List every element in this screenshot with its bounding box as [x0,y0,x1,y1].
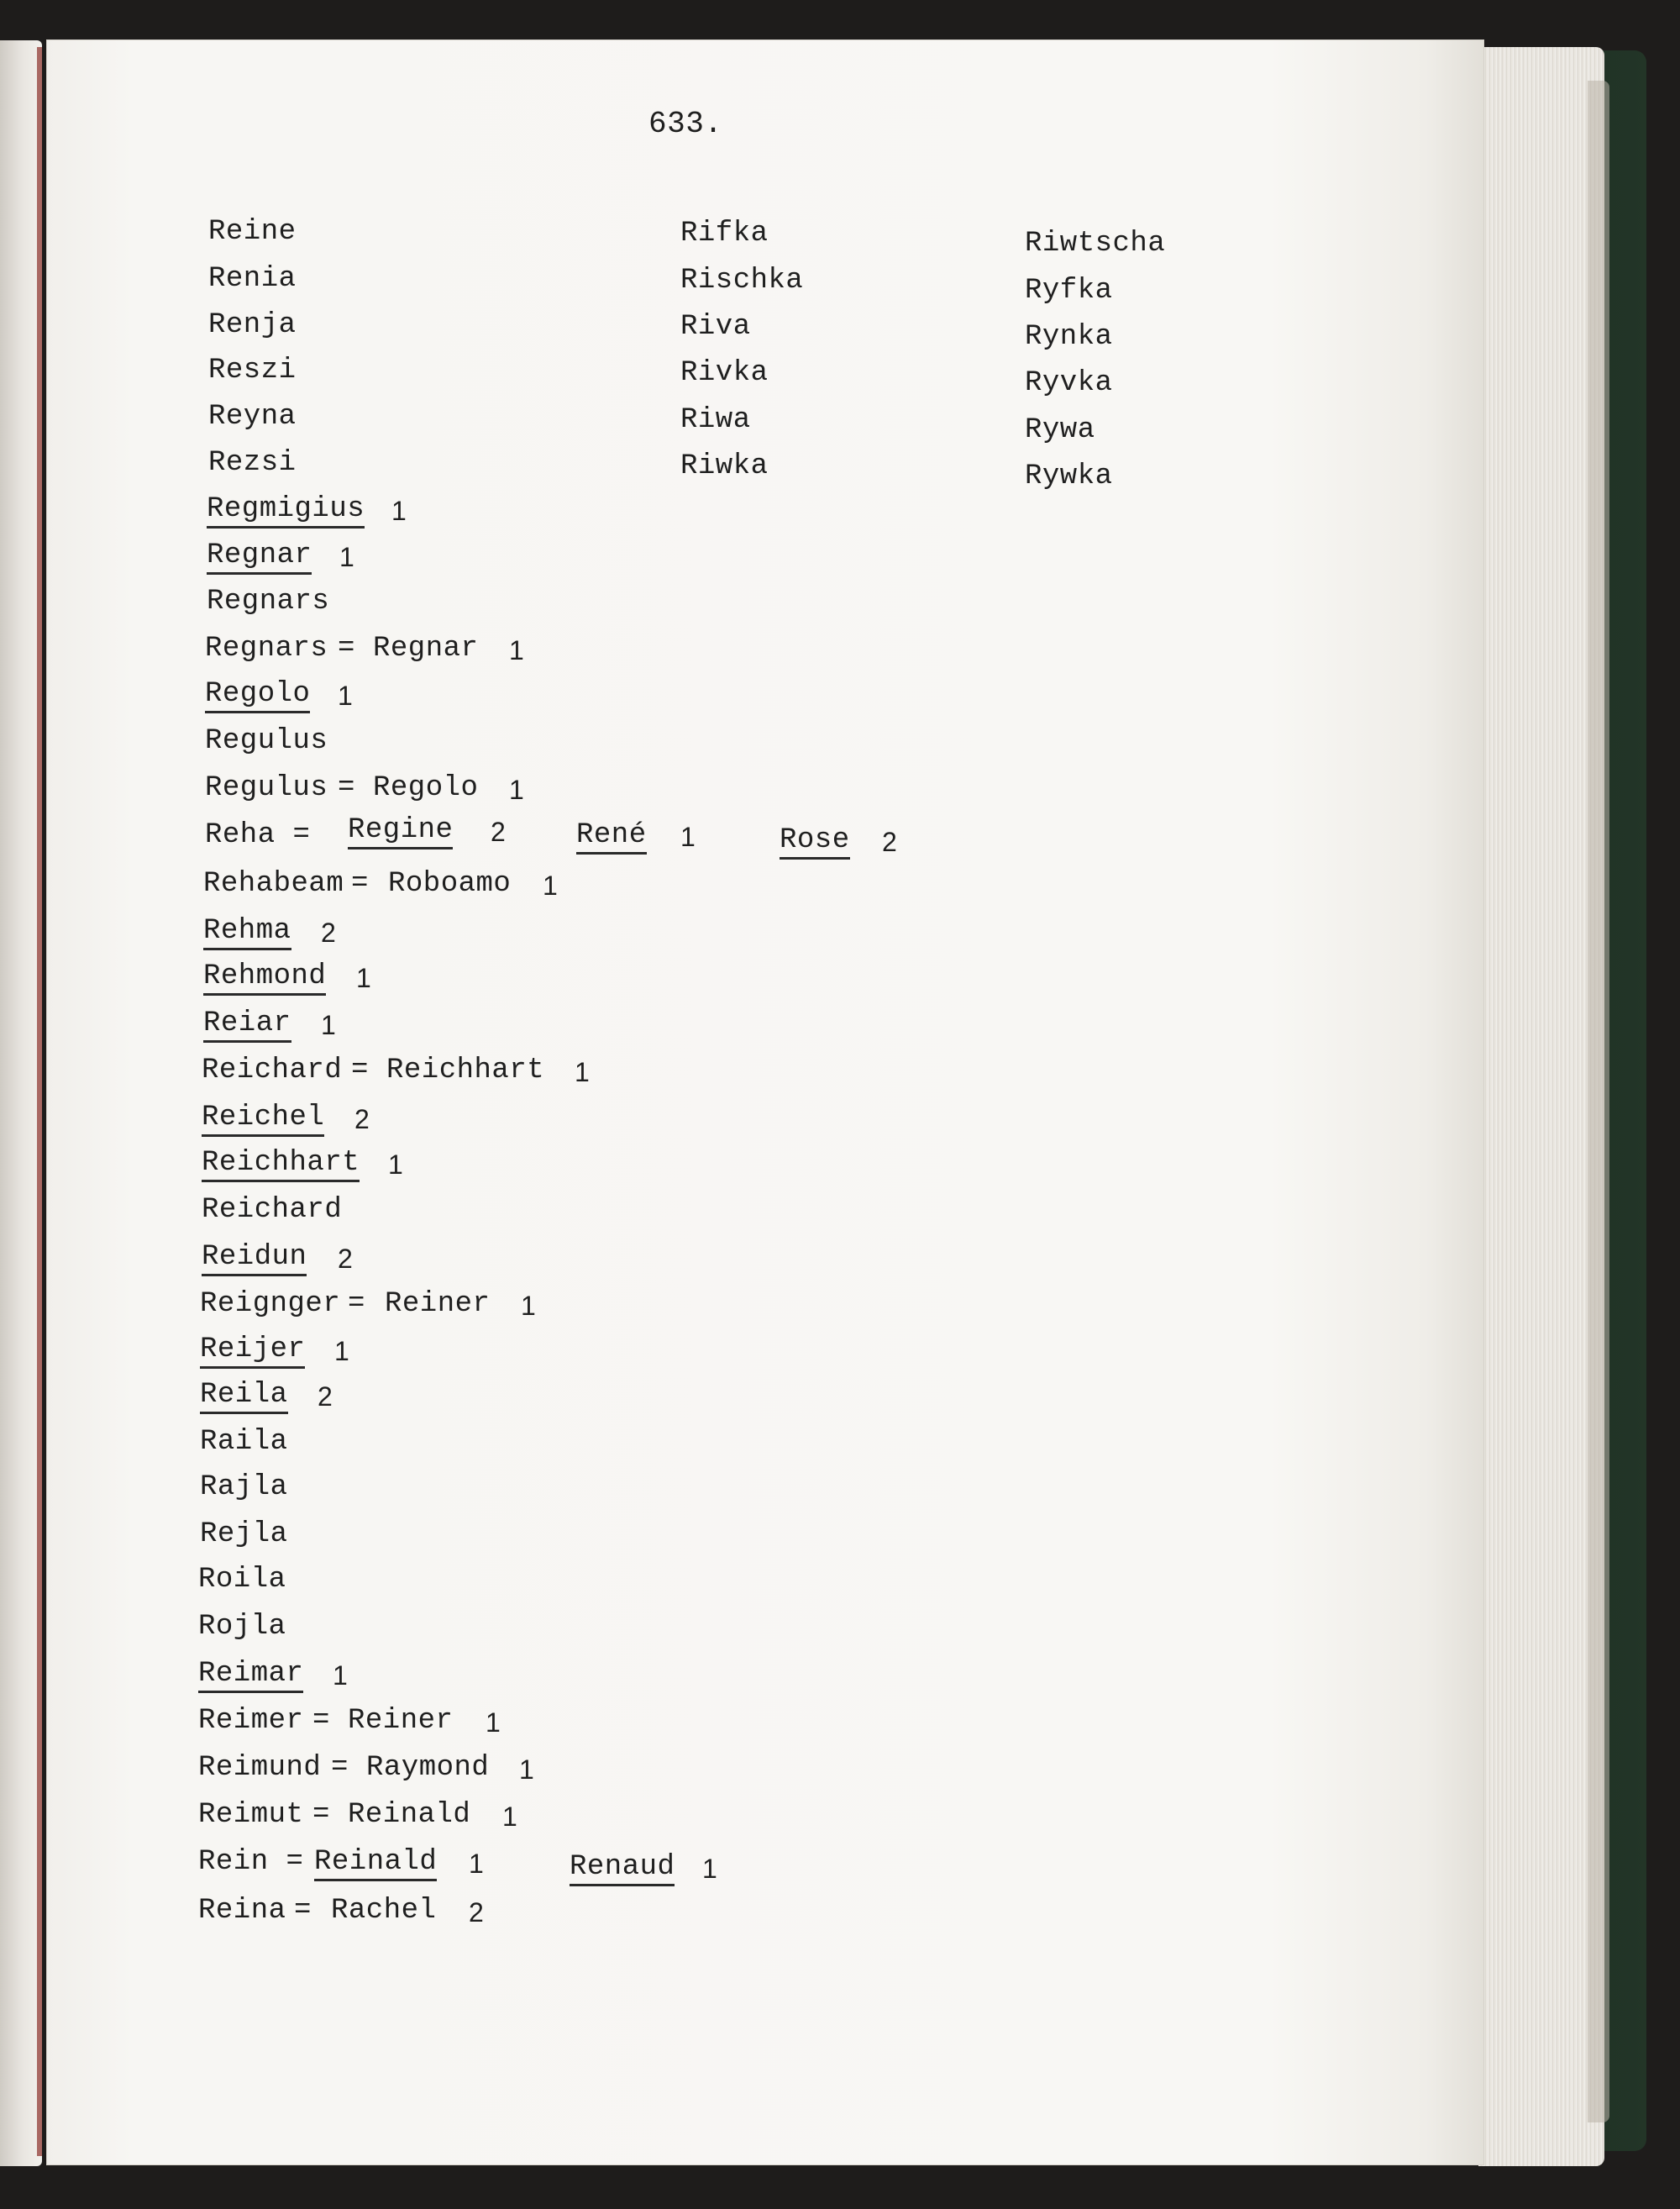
name-entry-5: Rezsi [208,447,297,479]
page-stack-edge [1478,47,1604,2166]
name-entry-7-count: 1 [339,542,355,572]
name-entry-12-name: Regulus [205,772,328,804]
name-entry-25-count: 2 [318,1381,333,1412]
right-column-2-item-4: Rywa [1025,414,1095,446]
right-column-1-item-2: Riva [680,311,751,343]
name-entry-32-target: Reiner [348,1705,454,1737]
name-entry-14-equals: = [351,868,369,900]
name-entry-23-count: 1 [521,1291,537,1321]
name-entry-12-equals: = [338,772,355,804]
name-entry-35-count-2: 1 [702,1854,718,1884]
name-entry-32-count: 1 [486,1707,501,1738]
right-column-1-item-5: Riwka [680,450,769,482]
name-entry-6-count: 1 [391,496,407,526]
name-entry-20-count: 1 [388,1149,404,1180]
name-entry-27: Rajla [200,1471,288,1503]
name-entry-14-count: 1 [543,870,559,901]
name-entry-1: Renia [208,263,297,295]
name-entry-14-target: Roboamo [388,868,512,900]
name-entry-36-name: Reina [198,1895,286,1927]
name-entry-13-ref-2: René [576,818,647,855]
name-entry-22-count: 2 [338,1244,354,1274]
name-entry-19-count: 2 [354,1104,370,1134]
name-entry-13-count-3: 2 [882,827,898,857]
name-entry-17-count: 1 [321,1010,337,1040]
name-entry-18-equals: = [351,1055,369,1086]
name-entry-30: Rojla [198,1611,286,1643]
name-entry-8: Regnars [207,586,330,618]
right-column-1-item-0: Rifka [680,218,769,250]
name-entry-18-name: Reichard [202,1055,343,1086]
page-stack-shadow [1588,81,1609,2122]
name-entry-0: Reine [208,216,297,248]
name-entry-34-equals: = [312,1799,330,1831]
name-entry-20-name: Reichhart [202,1146,360,1182]
name-entry-9-count: 1 [509,635,525,665]
name-entry-13-count-2: 1 [680,822,696,852]
name-entry-34-count: 1 [502,1801,518,1832]
name-entry-9-equals: = [338,633,355,665]
name-entry-7-name: Regnar [207,539,312,575]
right-column-1-item-1: Rischka [680,265,804,297]
name-entry-21: Reichard [202,1194,343,1226]
name-entry-2: Renja [208,309,297,341]
facing-page-red-edge [37,47,42,2156]
name-entry-3: Reszi [208,355,297,387]
name-entry-15-name: Rehma [203,914,291,950]
name-entry-13-name: Reha = [205,819,311,851]
right-column-2-item-1: Ryfka [1025,275,1113,307]
name-entry-14-name: Rehabeam [203,868,344,900]
right-column-2-item-3: Ryvka [1025,367,1113,399]
name-entry-35-ref-1: Reinald [314,1845,437,1881]
name-entry-16-count: 1 [356,963,372,993]
name-entry-26: Raila [200,1426,288,1458]
name-entry-34-name: Reimut [198,1799,304,1831]
name-entry-10-count: 1 [338,681,354,711]
name-entry-10-name: Regolo [205,677,310,713]
name-entry-31-count: 1 [333,1660,349,1691]
name-entry-23-name: Reignger [200,1288,341,1320]
page-number: 633. [648,107,723,141]
name-entry-35-name: Rein = [198,1846,304,1878]
name-entry-16-name: Rehmond [203,960,326,996]
name-entry-36-target: Rachel [331,1895,437,1927]
name-entry-22-name: Reidun [202,1240,307,1276]
name-entry-4: Reyna [208,401,297,433]
right-column-1-item-4: Riwa [680,404,751,436]
name-entry-13-ref-3: Rose [780,823,850,860]
name-entry-29: Roila [198,1564,286,1596]
name-entry-33-name: Reimund [198,1752,322,1784]
name-entry-24-name: Reijer [200,1333,305,1369]
name-entry-9-name: Regnars [205,633,328,665]
name-entry-15-count: 2 [321,918,337,948]
name-entry-33-equals: = [331,1752,349,1784]
name-entry-32-name: Reimer [198,1705,304,1737]
name-entry-12-target: Regolo [373,772,479,804]
name-entry-18-count: 1 [575,1057,591,1087]
right-column-1-item-3: Rivka [680,357,769,389]
name-entry-11: Regulus [205,725,328,757]
name-entry-18-target: Reichhart [386,1055,545,1086]
right-column-2-item-5: Rywka [1025,460,1113,492]
name-entry-13-count-1: 2 [491,817,507,847]
name-entry-36-equals: = [294,1895,312,1927]
right-column-2-item-0: Riwtscha [1025,228,1166,260]
name-entry-35-count-1: 1 [469,1849,485,1879]
name-entry-36-count: 2 [469,1897,485,1928]
name-entry-24-count: 1 [334,1336,350,1366]
name-entry-34-target: Reinald [348,1799,471,1831]
name-entry-23-equals: = [348,1288,365,1320]
name-entry-35-ref-2: Renaud [570,1850,675,1886]
name-entry-9-target: Regnar [373,633,479,665]
name-entry-32-equals: = [312,1705,330,1737]
name-entry-17-name: Reiar [203,1007,291,1043]
name-entry-12-count: 1 [509,775,525,805]
name-entry-33-target: Raymond [366,1752,490,1784]
name-entry-33-count: 1 [519,1754,535,1785]
name-entry-28: Rejla [200,1518,288,1550]
right-column-2-item-2: Rynka [1025,321,1113,353]
name-entry-13-ref-1: Regine [348,813,453,849]
name-entry-25-name: Reila [200,1378,288,1414]
name-entry-23-target: Reiner [385,1288,491,1320]
name-entry-6-name: Regmigius [207,492,365,529]
name-entry-19-name: Reichel [202,1101,324,1137]
name-entry-31-name: Reimar [198,1657,303,1693]
facing-page-edge [0,40,42,2166]
